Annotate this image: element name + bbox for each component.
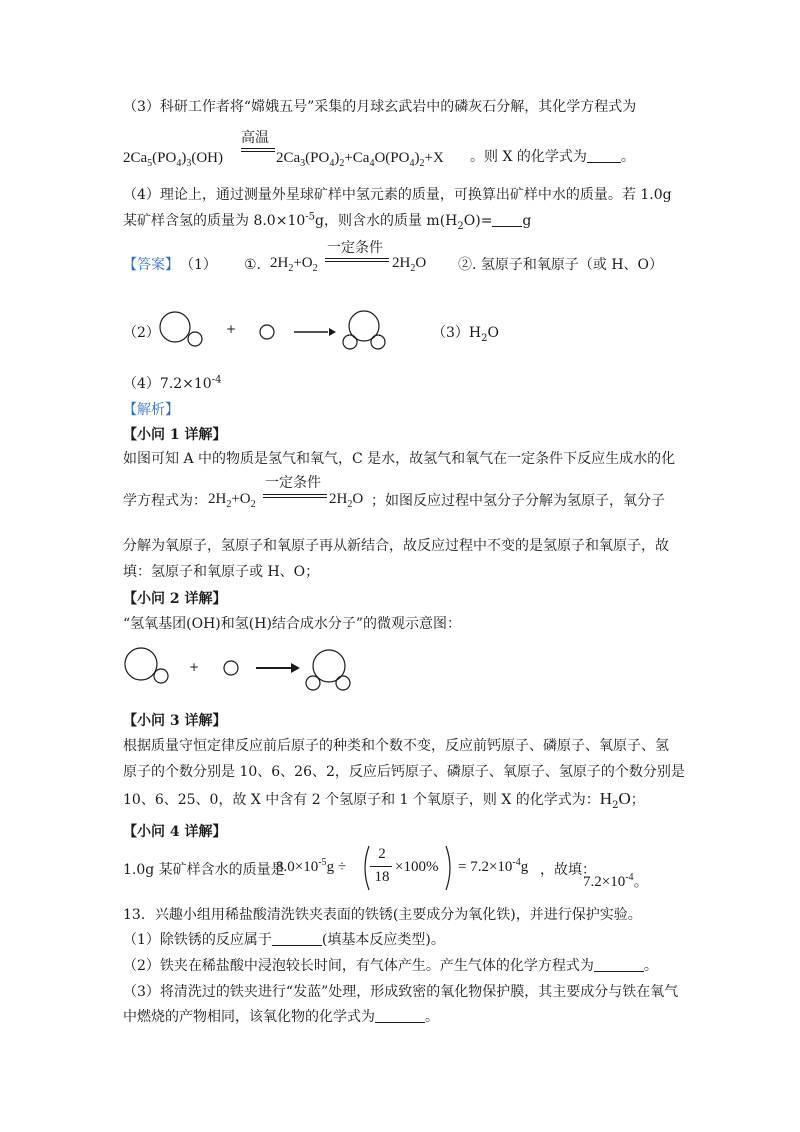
hydrogen-atom (224, 661, 238, 675)
sub4-final-answer: $7.2\times 10^{-4}$。 (583, 872, 649, 890)
hydrogen-atom (306, 676, 320, 690)
sub1-p3: 分解为氧原子，氢原子和氧原子再从新结合，故反应过程中不变的是氢原子和氧原子，故 (123, 538, 669, 554)
q3-condition-label: 高温 (241, 130, 269, 146)
sub3-p1: 根据质量守恒定律反应前后原子的种类和个数不变，反应前钙原子、磷原子、氧原子、氢 (123, 738, 669, 754)
answer-3: $(3)H_2O$ (432, 325, 499, 344)
hydrogen-atom (260, 325, 274, 339)
sub4-calc-result: = $7.2\times 10^{-4}g$ (458, 857, 529, 875)
sub1-title: 【小问 1 详解】 (123, 427, 227, 443)
sub4-percent: ×100% (395, 859, 439, 875)
sub4-right-paren (444, 844, 454, 894)
q13-part1: （1）除铁锈的反应属于 (填基本反应类型)。 (123, 932, 445, 948)
answer-1-eq-right: $2H_2O$ (392, 255, 427, 274)
q13-part2-blank[interactable] (594, 957, 644, 972)
q3-equation-right: $2Ca_3(PO_4)_2+Ca_4O(PO_4)_2+X$ (276, 150, 444, 169)
sub3-title: 【小问 3 详解】 (123, 713, 227, 729)
q3-double-line (241, 148, 275, 152)
arrow-head-icon (291, 663, 300, 673)
q3-question-tail: 。则 X 的化学式为 。 (470, 149, 635, 165)
sub4-title: 【小问 4 详解】 (123, 824, 227, 840)
arrow-head-icon (329, 328, 336, 336)
sub1-p1: 如图可知 A 中的物质是氢气和氧气，C 是水，故氢气和氧气在一定条件下反应生成水的化 (123, 451, 676, 467)
sub4-fraction-den: 18 (374, 869, 390, 885)
sub2-p1: “氢氧基团(OH)和氢(H)结合成水分子”的微观示意图： (123, 616, 462, 632)
sub4-fraction-bar (370, 866, 392, 867)
answer-2-plus: + (226, 322, 237, 336)
sub2-diagram (123, 646, 383, 696)
sub1-p4: 填：氢原子和氧原子或 H、O； (123, 564, 320, 580)
q13-stem: 13．兴趣小组用稀盐酸清洗铁夹表面的铁锈(主要成分为氧化铁)，并进行保护实验。 (123, 907, 642, 923)
sub1-eq-double-line (263, 494, 327, 498)
hydrogen-atom (336, 676, 350, 690)
answer-1-eq-double-line (325, 258, 389, 262)
sub4-intro: 1.0g 某矿样含水的质量是 (123, 862, 285, 878)
q13-part3-line2: 中燃烧的产物相同，该氧化物的化学式为 。 (123, 1009, 439, 1025)
hydrogen-atom (154, 669, 168, 683)
sub1-eq-left: $2H_2+O_2$ (208, 491, 256, 510)
answer-1-label: （1） (180, 257, 217, 273)
sub3-p2: 原子的个数分别是 10、6、26、2，反应后钙原子、磷原子、氧原子、氢原子的个数分别是 (123, 764, 685, 780)
q4-line2: 某矿样含氢的质量为 $8.0\times 10^{-5}g$，则含水的质量 $m(H_2O)= g$ (123, 211, 532, 232)
answer-1-circ2: ②. 氢原子和氧原子（或 H、O） (458, 257, 664, 273)
hydrogen-atom (188, 332, 202, 346)
q13-part2: （2）铁夹在稀盐酸中浸泡较长时间，有气体产生。产生气体的化学方程式为 。 (123, 958, 658, 974)
q3-answer-blank[interactable] (587, 148, 621, 163)
sub1-p2a: 学方程式为： (123, 493, 207, 509)
answer-2-label: （2） (123, 325, 160, 341)
sub1-eq-condition: 一定条件 (265, 475, 321, 491)
q13-part3-blank[interactable] (375, 1008, 425, 1023)
q13-part1-blank[interactable] (272, 931, 322, 946)
q4-line1: （4）理论上，通过测量外星球矿样中氢元素的质量，可换算出矿样中水的质量。若 1.0g (123, 187, 672, 203)
q3-equation-left: $2Ca_5(PO_4)_3(OH)$ (123, 150, 223, 169)
answer-1-eq-condition: 一定条件 (327, 240, 383, 256)
answer-1-circ1: ①. (244, 257, 262, 273)
q13-part3-line1: （3）将清洗过的铁夹进行“发蓝”处理，形成致密的氧化物保护膜，其主要成分与铁在氧气 (123, 984, 679, 1000)
sub1-eq-right: $2H_2O$ (329, 491, 364, 510)
sub4-fill-label: ，故填： (540, 862, 596, 878)
sub2-title: 【小问 2 详解】 (123, 591, 227, 607)
answer-1-eq-left: $2H_2+O_2$ (270, 255, 318, 274)
answer-tag: 【答案】 (123, 257, 179, 273)
q3-intro: （3）科研工作者将“嫦娥五号”采集的月球玄武岩中的磷灰石分解，其化学方程式为 (123, 99, 637, 115)
oxygen-atom-large (160, 312, 190, 342)
analysis-tag: 【解析】 (123, 402, 179, 418)
answer-2-diagram (155, 306, 415, 356)
sub4-fraction-num: 2 (378, 846, 386, 862)
hydrogen-atom (371, 335, 385, 349)
oxygen-atom-large (125, 648, 157, 680)
sub1-p2b: ；如图反应过程中氢分子分解为氢原子，氧分子 (371, 493, 665, 509)
hydrogen-atom (343, 335, 357, 349)
sub4-calc-a: $8.0\times 10^{-5}g$ ÷ (276, 857, 347, 875)
answer-4: $(4)7.2\times 10^{-4}$ (123, 374, 222, 392)
sub3-p3: 10、6、25、0，故 X 中含有 2 个氢原子和 1 个氧原子，则 X 的化学式为：$H_2O$； (123, 789, 645, 811)
q4-answer-blank[interactable] (492, 212, 522, 227)
sub2-plus: + (189, 660, 200, 674)
